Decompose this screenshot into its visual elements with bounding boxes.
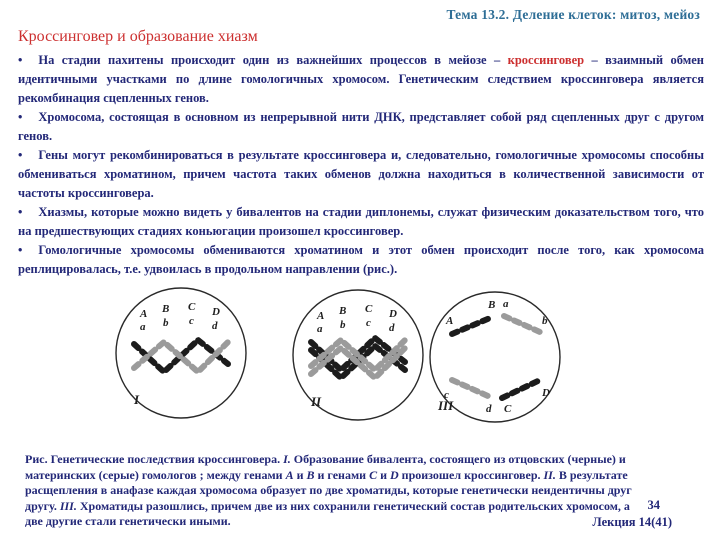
figure-panel-1 <box>112 284 250 422</box>
bullet-text: Хромосома, состоящая в основном из непрерывной нити ДНК, представляет собой ряд сцепленных друг с другом генов. <box>18 110 704 143</box>
gene-label: d <box>212 320 218 332</box>
slide-heading: Кроссинговер и образование хиазм <box>18 28 258 45</box>
slide-topic: Тема 13.2. Деление клеток: митоз, мейоз <box>446 7 700 22</box>
bullet-text: Гены могут рекомбинироваться в результате кроссинговера и, следовательно, гомологичные хромосомы способны обмениваться хроматином, причем частота таких обменов должна находиться в количественной зависимости от частоты кроссинговера. <box>18 148 704 200</box>
gene-label: b <box>340 319 346 331</box>
gene-label: a <box>140 321 146 333</box>
bullet-icon: • <box>18 148 23 162</box>
bullet-text: Хиазмы, которые можно видеть у бивалентов на стадии диплонемы, служат физическим доказательством того, что на предшествующих стадиях коньюгации произошел кроссинговер. <box>18 205 704 238</box>
gene-label: A <box>446 315 454 327</box>
gene-label: B <box>162 303 170 315</box>
bullet-text: На стадии пахитены происходит один из важнейших процессов в мейозе – кроссинговер – взаимный обмен идентичными участками по длине гомологичных хромосом. Генетическим следствием кроссинговера является рекомбинация сцепленных генов. <box>18 53 704 105</box>
bullet-icon: • <box>18 243 23 257</box>
chromatid <box>452 318 490 334</box>
gene-label: C <box>365 303 373 315</box>
gene-label: d <box>389 322 395 334</box>
gene-label: D <box>212 306 220 318</box>
bullet-text: Гомологичные хромосомы обмениваются хроматином и этот обмен происходит после того, как хромосома реплицировалась, т.е. удвоилась в продольном направлении (рис.). <box>18 243 704 276</box>
chromatid <box>452 380 488 396</box>
figure-panel-3 <box>426 288 564 426</box>
gene-label: c <box>189 315 194 327</box>
gene-label: a <box>503 298 509 310</box>
bullet-list <box>18 51 704 279</box>
gene-label: b <box>163 317 169 329</box>
gene-label: B <box>488 299 496 311</box>
figure-panel-2 <box>289 286 427 424</box>
panel-numeral: II <box>311 394 322 409</box>
gene-label: A <box>317 310 325 322</box>
gene-label: b <box>542 315 548 327</box>
gene-label: c <box>366 317 371 329</box>
page-number: 34 <box>647 498 660 512</box>
gene-label: C <box>504 403 512 415</box>
bullet-item <box>18 146 704 203</box>
bullet-item <box>18 203 704 241</box>
gene-label: D <box>389 308 397 320</box>
chromatid <box>502 380 540 398</box>
gene-label: a <box>317 323 323 335</box>
panel-numeral: III <box>438 398 454 413</box>
maternal-chromosome <box>134 342 228 372</box>
lecture-label: Лекция 14(41) <box>592 515 672 529</box>
panel-numeral: I <box>134 392 140 407</box>
figure-caption: Рис. Генетические последствия кроссинговера. I. Образование бивалента, состоящего из отцовских (черные) и материнских (серые) гомологов ; между генами A и B и генами C и D произошел кроссинговер. II. В результате расщепления в анафазе каждая хромосома образует по две хроматиды, которые генетически неидентичны друг другу. III. Хроматиды разошлись, причем две из них сохранили генетический состав родительских хромосом, а две другие стали генетически иными. <box>25 452 632 528</box>
bullet-icon: • <box>18 205 23 219</box>
chromatid <box>504 316 540 332</box>
gene-label: c <box>444 389 449 401</box>
bullet-icon: • <box>18 53 23 67</box>
bullet-item <box>18 108 704 146</box>
bullet-item <box>18 241 704 279</box>
gene-label: B <box>339 305 347 317</box>
gene-label: D <box>542 387 550 399</box>
bullet-icon: • <box>18 110 23 124</box>
gene-label: A <box>140 308 148 320</box>
gene-label: d <box>486 403 492 415</box>
gene-label: C <box>188 301 196 313</box>
bullet-item <box>18 51 704 108</box>
